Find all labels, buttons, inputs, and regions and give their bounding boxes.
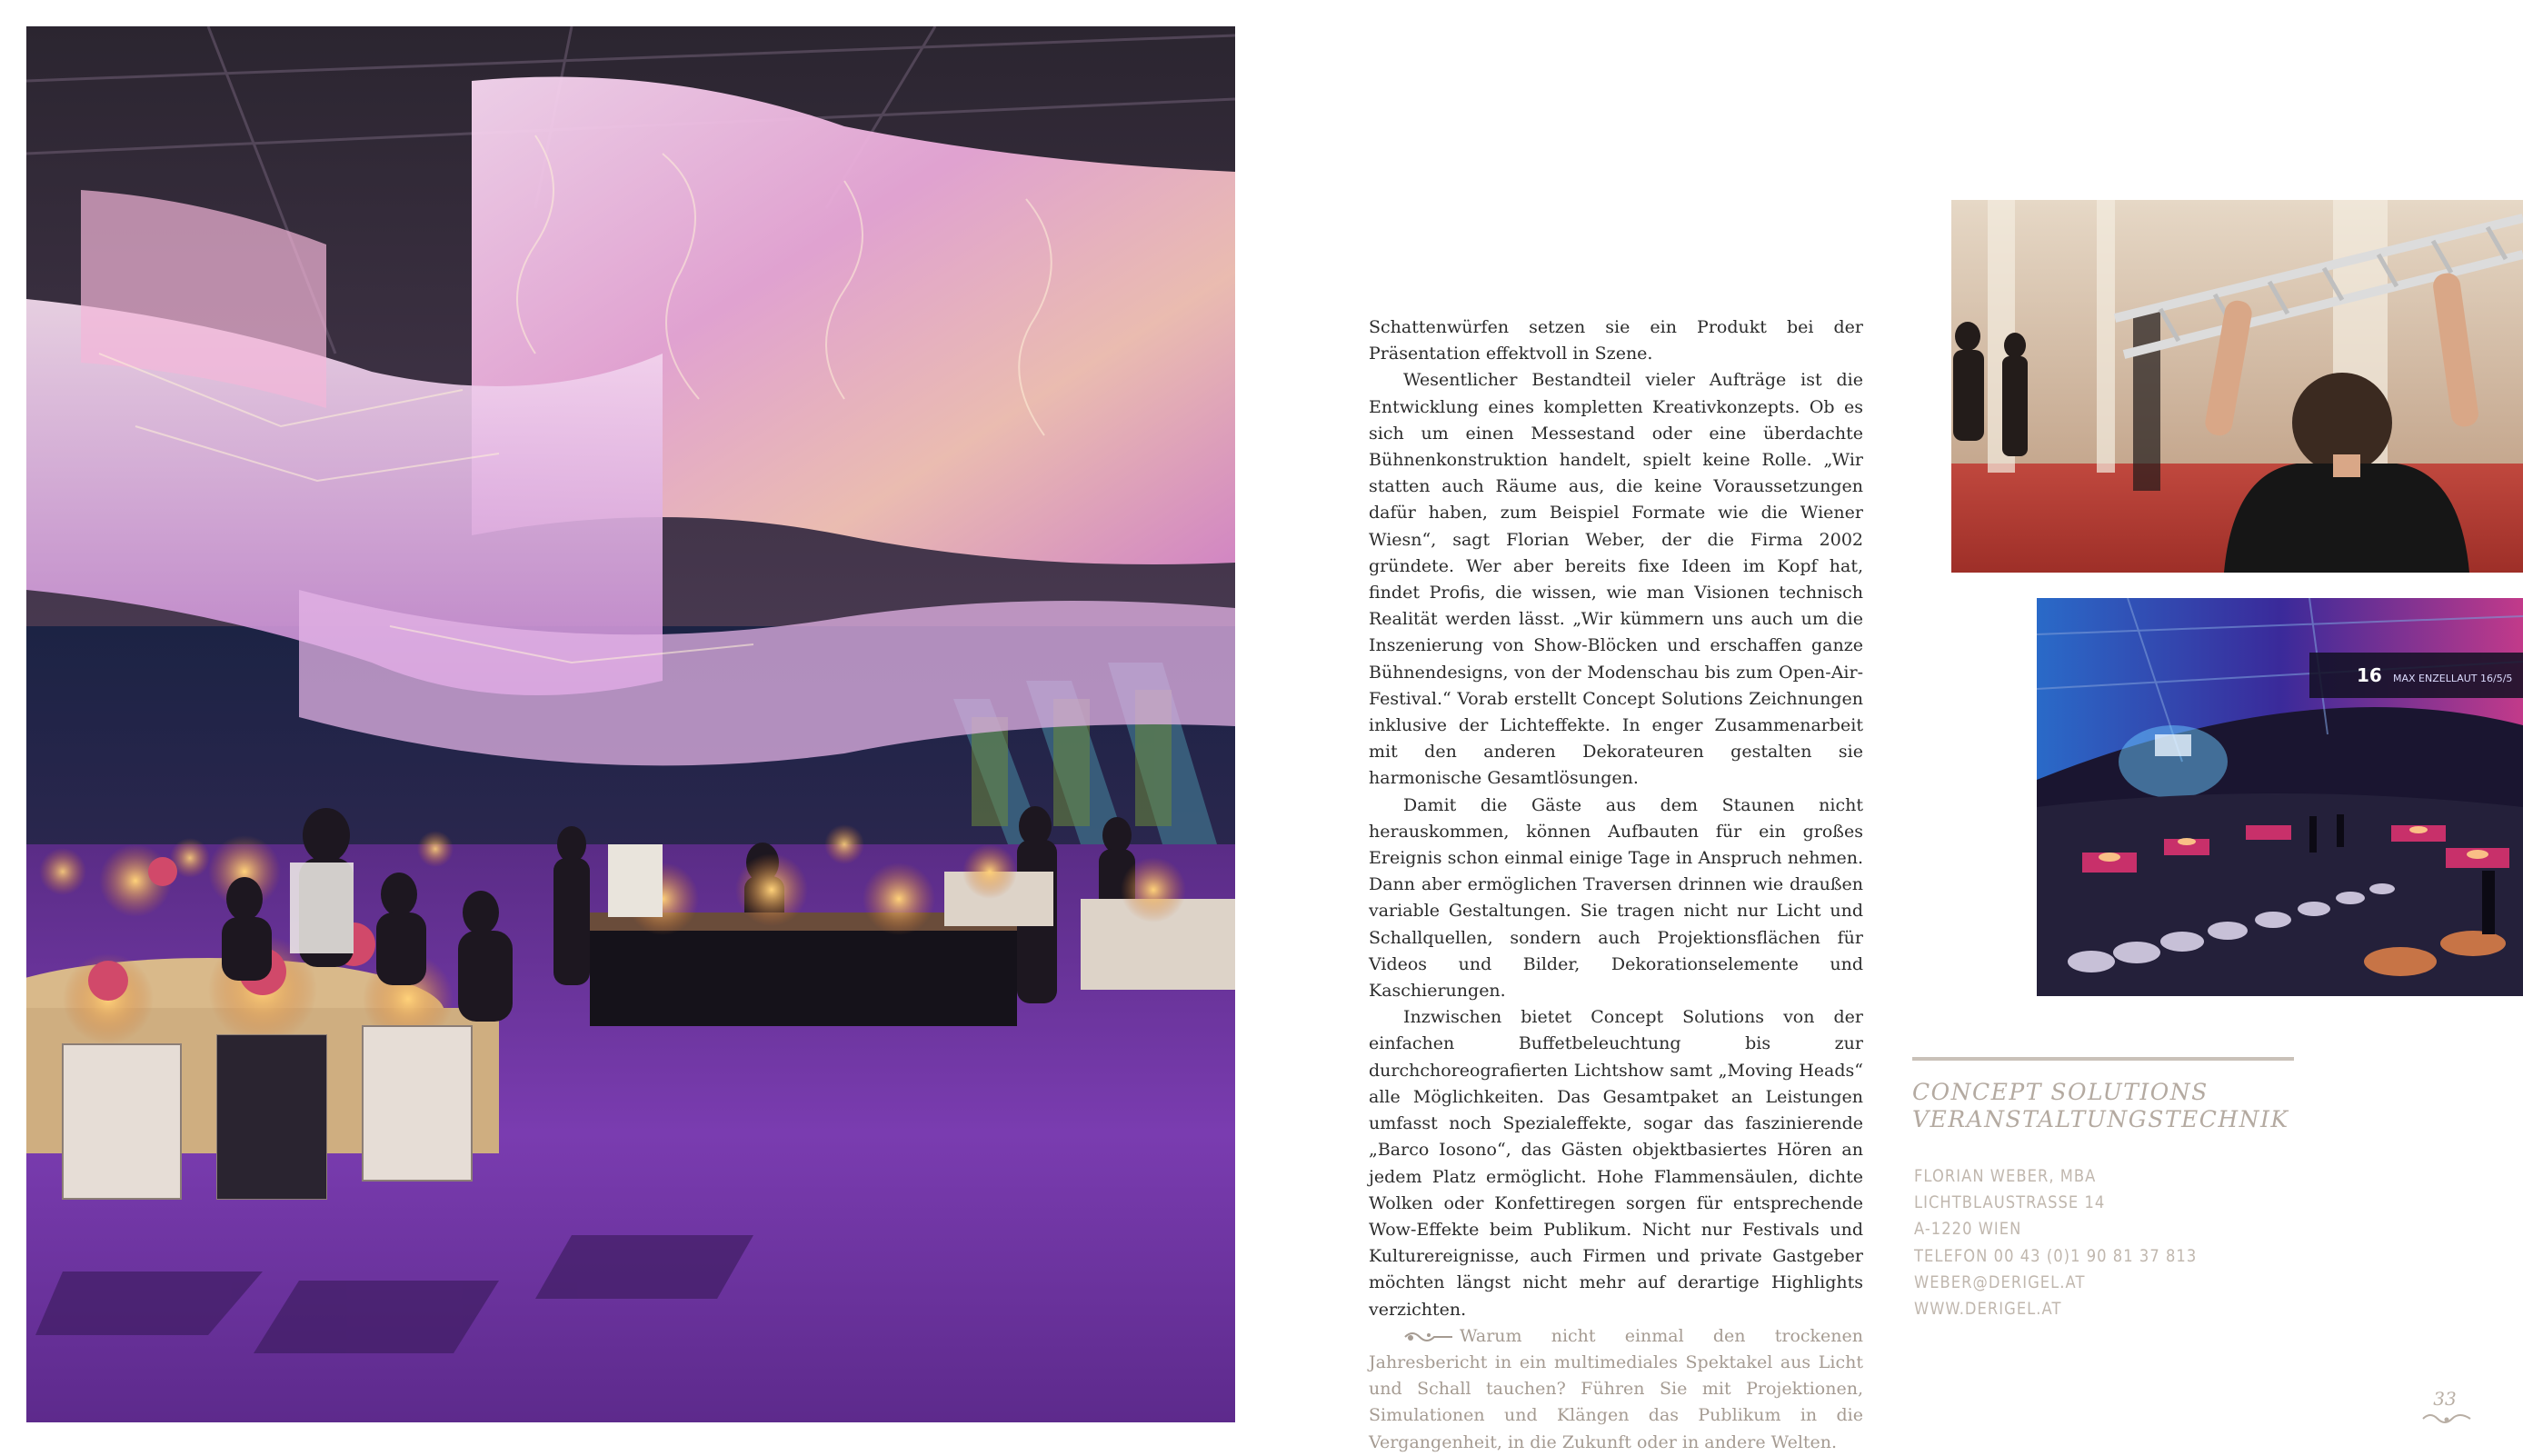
company-name-line1: CONCEPT SOLUTIONS	[1912, 1079, 2209, 1105]
contact-email[interactable]: WEBER@DERIGEL.AT	[1914, 1272, 2086, 1292]
venue-sign-text: MAX ENZELLAUT 16/5/5	[2393, 673, 2513, 684]
contact-street: LICHTBLAUSTRASSE 14	[1914, 1192, 2106, 1213]
crew-truss-illustration	[1951, 200, 2523, 573]
contact-phone: TELEFON 00 43 (0)1 90 81 37 813	[1914, 1245, 2198, 1266]
page-flourish-icon	[2421, 1411, 2472, 1426]
venue-overview-illustration	[2037, 598, 2523, 996]
hero-event-photo	[26, 26, 1235, 1422]
article-paragraph: Inzwischen bietet Concept Solutions von der einfachen Buffetbeleuchtung bis zur durchchoreografierten Lichtshow samt „Moving Heads“ alle Möglichkeiten. Das Gesamtpaket an Leistungen umfasst noch Spezialeffekte, sogar das faszinierende „Barco Iosono“, das Gästen objektbasiertes Hören an jedem Platz ermöglicht. Hohe Flammensäulen, dichte Wolken oder Konfettiregen sorgen für entsprechende Wow-Effekte beim Publikum. Nicht nur Festivals und Kulturereignisse, auch Firmen und private Gastgeber möchten längst nicht mehr auf derartige Highlights verzichten.	[1369, 1007, 1863, 1320]
contact-website[interactable]: WWW.DERIGEL.AT	[1914, 1299, 2062, 1320]
venue-overview-photo	[2037, 598, 2523, 996]
crew-truss-photo	[1951, 200, 2523, 573]
flourish-icon	[1403, 1330, 1454, 1344]
article-body	[1369, 314, 1863, 1456]
article-paragraph: Wesentlicher Bestandteil vieler Aufträge ist die Entwicklung eines kompletten Kreativkonzepts. Ob es sich um einen Messestand oder eine überdachte Bühnenkonstruktion handelt, spielt keine Rolle. „Wir statten auch Räume aus, die keine Voraussetzungen dafür haben, zum Beispiel Formate wie die Wiener Wiesn“, sagt Florian Weber, der die Firma 2002 gründete. Wer aber bereits fixe Ideen im Kopf hat, findet Profis, die wissen, wie man Visionen technisch Realität werden lässt. „Wir kümmern uns auch um die Inszenierung von Show-Blöcken und erschaffen ganze Bühnendesigns, von der Modenschau bis zum Open-Air-Festival.“ Vorab erstellt Concept Solutions Zeichnungen inklusive der Lichteffekte. In enger Zusammenarbeit mit den anderen Dekorateuren gestalten sie harmonische Gesamtlösungen.	[1369, 370, 1863, 789]
article-paragraph: Schattenwürfen setzen sie ein Produkt bei der Präsentation effektvoll in Szene.	[1369, 317, 1863, 364]
contact-divider	[1912, 1057, 2294, 1061]
page-number: 33	[2433, 1388, 2457, 1410]
contact-details	[1914, 1163, 2242, 1322]
article-closing-paragraph	[1369, 1323, 1863, 1456]
company-name	[1912, 1079, 2367, 1133]
venue-sign-number: 16	[2357, 664, 2382, 686]
contact-city: A-1220 WIEN	[1914, 1219, 2022, 1240]
closing-text: Warum nicht einmal den trockenen Jahresbericht in ein multimediales Spektakel aus Licht und Schall tauchen? Führen Sie mit Projektionen, Simulationen und Klängen das Publikum in die Vergangenheit, in die Zukunft oder in andere Welten.	[1369, 1325, 1863, 1452]
article-paragraph: Damit die Gäste aus dem Staunen nicht herauskommen, können Aufbauten für ein großes Ereignis schon einmal einige Tage in Anspruch nehmen. Dann aber ermöglichen Traversen drinnen wie draußen variable Gestaltungen. Sie tragen nicht nur Licht und Schallquellen, sondern auch Projektionsflächen für Videos und Bilder, Dekorationselemente und Kaschierungen.	[1369, 794, 1863, 1002]
company-name-line2: VERANSTALTUNGSTECHNIK	[1912, 1106, 2289, 1132]
event-hall-illustration	[26, 26, 1235, 1422]
contact-name: FLORIAN WEBER, MBA	[1914, 1166, 2097, 1186]
